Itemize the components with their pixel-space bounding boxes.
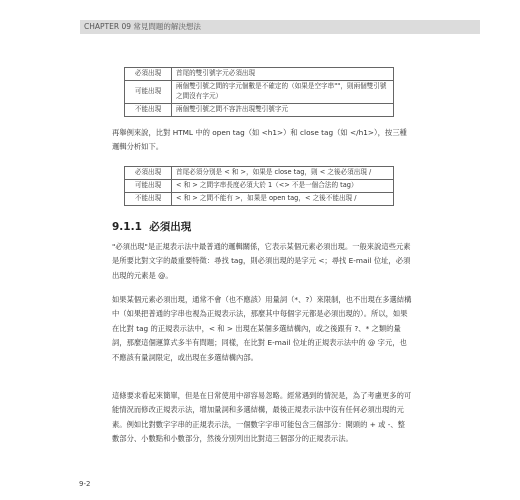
paragraph-quantifier: 如果某個元素必須出現，通常不會（也不應該）用量詞（*、?）來限制，也不出現在多選結構中（如果把普通的字串也視為正規表示法，那麼其中每個字元都是必須出現的）。所以，如果在比對 tag 的正規表示法中，< 和 > 出現在某個多選結構內，或之後跟有 ?、* 之類的量詞，那麼這個運算式多半有問題；同樣，在比對 E-mail 位址的正規表示法中的 @ 字元，也不應該有量詞限定，或出現在多選結構內部。: [112, 295, 412, 362]
section-heading: [112, 219, 191, 234]
table-key: 可能出現: [125, 179, 172, 192]
table-row: [125, 80, 394, 103]
table-value: 兩個雙引號之間不容許出現雙引號字元: [172, 103, 394, 116]
table-value: 兩個雙引號之間的字元個數是不確定的（如果是空字串""，則兩個雙引號之間沒有字元）: [172, 80, 394, 103]
table-row: [125, 192, 394, 205]
page-number: 9-2: [79, 480, 91, 488]
table-value: < 和 > 之間不能有 >，如果是 open tag，< 之後不能出現 /: [172, 192, 394, 205]
table-key: 必須出現: [125, 68, 172, 81]
table-row: [125, 103, 394, 116]
section-number: 9.1.1: [112, 221, 142, 233]
table-key: 不能出現: [125, 103, 172, 116]
paragraph-common-mistake: 這條要求看起來簡單，但是在日常使用中卻容易忽略。經常遇到的情況是，為了考慮更多的可能情況而修改正規表示法，增加量詞和多選結構，最後正規表示法中沒有任何必須出現的元素。例如比對數字字串的正規表示法，一個數字字串可能包含三個部分：開頭的 + 或 -、整數部分、小數點和小數部分，然後分別列出比對這三個部分的正規表示法。: [112, 391, 412, 444]
paragraph-must-appear: "必須出現"是正規表示法中最普通的邏輯關係，它表示某個元素必須出現。一般來說這些元素是所要比對文字的最重要特徵：尋找 tag，則必須出現的是字元 <；尋找 E-mail 位址，必須出現的元素是 @。: [112, 242, 411, 280]
section-title: 必須出現: [149, 221, 192, 233]
paragraph-intro: 再舉例來說，比對 HTML 中的 open tag（如 <h1>）和 close tag（如 </h1>），按三種邏輯分析如下。: [112, 128, 407, 152]
table-key: 可能出現: [125, 80, 172, 103]
table-value: 首尾必須分別是 < 和 >，如果是 close tag，則 < 之後必須出現 /: [172, 167, 394, 180]
table-value: 首尾的雙引號字元必須出現: [172, 68, 394, 81]
logic-table-tags: [124, 166, 394, 206]
logic-table-quotes: [124, 67, 394, 117]
table-key: 必須出現: [125, 167, 172, 180]
table-value: < 和 > 之間字串長度必須大於 1（<> 不是一個合法的 tag）: [172, 179, 394, 192]
table-row: [125, 179, 394, 192]
table-key: 不能出現: [125, 192, 172, 205]
table-row: [125, 68, 394, 81]
table-row: [125, 167, 394, 180]
chapter-header: CHAPTER 09 常見問題的解決想法: [84, 22, 201, 31]
